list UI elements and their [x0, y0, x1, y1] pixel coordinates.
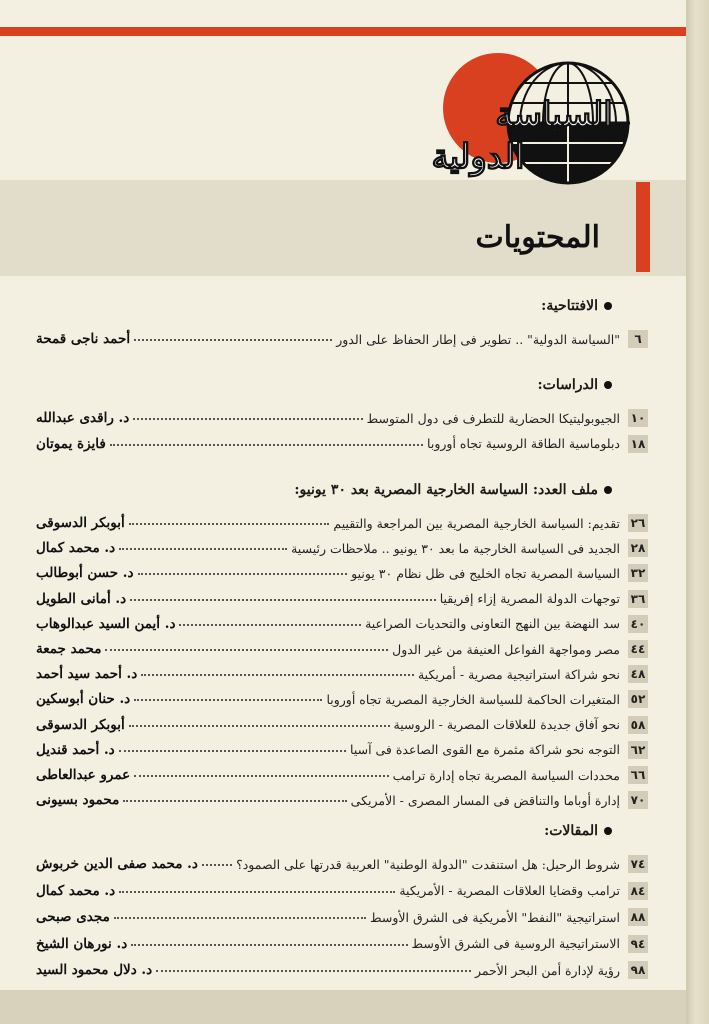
entry-author: د. حنان أبوسكين: [36, 691, 131, 708]
entry-author: أبوبكر الدسوقى: [36, 716, 125, 733]
page-number: ٤٨: [628, 665, 648, 683]
section-heading: [544, 823, 612, 839]
entry-author: د. راقدى عبدالله: [36, 410, 130, 426]
entry-title: الجديد فى السياسة الخارجية ما بعد ٣٠ يونيو .. ملاحظات رئيسية: [291, 540, 620, 556]
top-red-rule: [0, 27, 686, 36]
toc-entry[interactable]: [36, 689, 648, 709]
page-number: ٢٦: [628, 514, 648, 532]
section-heading: [541, 298, 612, 314]
page-number: ٩٨: [628, 961, 648, 979]
dot-leader: [134, 691, 322, 701]
page-title: المحتويات: [475, 220, 600, 255]
section-heading-text: ملف العدد: السياسة الخارجية المصرية بعد ٣٠ يونيو:: [294, 482, 598, 498]
toc-entry[interactable]: [36, 881, 648, 901]
dot-leader: [129, 515, 330, 525]
page-number: ٣٢: [628, 564, 648, 582]
entry-title: دبلوماسية الطاقة الروسية تجاه أوروبا: [427, 436, 620, 451]
dot-leader: [119, 742, 346, 752]
entry-author: د. أيمن السيد عبدالوهاب: [36, 615, 176, 632]
entry-title: إدارة أوباما والتناقض فى المسار المصرى - الأمريكى: [350, 792, 620, 808]
toc-entry[interactable]: [36, 715, 648, 735]
dot-leader: [105, 641, 388, 651]
section-heading: [538, 377, 613, 393]
page-number: ٩٤: [628, 935, 648, 953]
entry-title: نحو آفاق جديدة للعلاقات المصرية - الروسية: [393, 717, 620, 733]
entry-title: محددات السياسة المصرية تجاه إدارة ترامب: [392, 767, 620, 783]
page-number: ٧٤: [628, 855, 648, 873]
bullet-icon: [604, 486, 612, 494]
section-heading: [294, 482, 612, 498]
bullet-icon: [604, 302, 612, 310]
entry-title: المتغيرات الحاكمة للسياسة الخارجية المصرية تجاه أوروبا: [326, 691, 620, 707]
entry-title: شروط الرحيل: هل استنفدت "الدولة الوطنية" العربية قدرتها على الصمود؟: [236, 856, 620, 872]
entry-title: تقديم: السياسة الخارجية المصرية بين المراجعة والتقييم: [333, 515, 620, 531]
bottom-band: [0, 990, 686, 1024]
toc-entry[interactable]: [36, 960, 648, 980]
page-number: ٦٦: [628, 766, 648, 784]
entry-author: عمرو عبدالعاطى: [36, 767, 131, 783]
dot-leader: [130, 591, 436, 601]
entry-author: محمد جمعة: [36, 641, 102, 657]
dot-leader: [202, 856, 232, 866]
page-number: ٥٨: [628, 716, 648, 734]
page-number: ٤٤: [628, 640, 648, 658]
entry-title: السياسة المصرية تجاه الخليج فى ظل نظام ٣٠ يونيو: [351, 565, 620, 581]
dot-leader: [156, 962, 471, 972]
page-number: ٧٠: [628, 791, 648, 809]
dot-leader: [134, 767, 388, 777]
entry-title: الجيوبوليتيكا الحضارية للتطرف فى دول المتوسط: [366, 410, 620, 426]
bullet-icon: [604, 827, 612, 835]
entry-title: الاستراتيجية الروسية فى الشرق الأوسط: [411, 936, 620, 951]
dot-leader: [114, 909, 366, 919]
entry-title: نحو شراكة استراتيجية مصرية - أمريكية: [417, 666, 620, 682]
dot-leader: [138, 565, 348, 575]
page-number: ٣٦: [628, 590, 648, 608]
entry-author: محمود بسيونى: [36, 792, 120, 809]
globe-logo-icon: [378, 48, 634, 198]
dot-leader: [119, 883, 395, 893]
entry-author: أحمد ناجى قمحة: [36, 331, 131, 347]
entry-author: مجدى صبحى: [36, 909, 110, 925]
dot-leader: [133, 410, 362, 420]
dot-leader: [123, 792, 346, 802]
entry-author: د. محمد صفى الدين خربوش: [36, 856, 198, 872]
entry-title: توجهات الدولة المصرية إزاء إفريقيا: [439, 591, 620, 607]
entry-author: د. أمانى الطويل: [36, 590, 127, 607]
dot-leader: [134, 331, 332, 341]
toc-entry[interactable]: [36, 664, 648, 684]
toc-entry[interactable]: [36, 854, 648, 874]
toc-entry[interactable]: [36, 563, 648, 583]
entry-title: رؤية لإدارة أمن البحر الأحمر: [474, 962, 620, 978]
entry-title: "السياسة الدولية" .. تطوير فى إطار الحفاظ على الدور: [336, 331, 620, 347]
dot-leader: [110, 436, 423, 446]
toc-entry[interactable]: [36, 434, 648, 454]
entry-title: استراتيجية "النفط" الأمريكية فى الشرق الأوسط: [370, 909, 620, 925]
toc-entry[interactable]: [36, 907, 648, 927]
toc-entry[interactable]: [36, 639, 648, 659]
page-number: ١٨: [628, 435, 648, 453]
toc-entry[interactable]: [36, 513, 648, 533]
entry-author: د. محمد كمال: [36, 882, 116, 899]
page-edge: [686, 0, 709, 1024]
toc-entry[interactable]: [36, 614, 648, 634]
entry-author: د. أحمد قنديل: [36, 741, 115, 758]
dot-leader: [129, 717, 390, 727]
entry-title: التوجه نحو شراكة مثمرة مع القوى الصاعدة فى آسيا: [350, 742, 620, 758]
entry-author: د. محمد كمال: [36, 540, 116, 557]
section-heading-text: المقالات:: [544, 823, 598, 839]
page-number: ٤٠: [628, 615, 648, 633]
page-number: ٦: [628, 330, 648, 348]
entry-author: د. دلال محمود السيد: [36, 962, 153, 978]
dot-leader: [131, 936, 407, 946]
entry-author: د. حسن أبوطالب: [36, 565, 134, 582]
toc-entry[interactable]: [36, 329, 648, 349]
entry-author: أبوبكر الدسوقى: [36, 515, 125, 531]
page-number: ٦٢: [628, 741, 648, 759]
toc-entry[interactable]: [36, 538, 648, 558]
dot-leader: [179, 616, 361, 626]
entry-title: مصر ومواجهة الفواعل العنيفة من غير الدول: [392, 641, 620, 657]
toc-entry[interactable]: [36, 934, 648, 954]
page-number: ٥٢: [628, 690, 648, 708]
entry-title: سد النهضة بين النهج التعاونى والتحديات الصراعية: [365, 616, 620, 632]
section-heading-text: الدراسات:: [537, 377, 598, 393]
toc-entry[interactable]: [36, 408, 648, 428]
toc-entry[interactable]: [36, 589, 648, 609]
entry-author: فايزة يموتان: [36, 435, 106, 452]
magazine-logo: [378, 48, 634, 198]
entry-title: ترامب وقضايا العلاقات المصرية - الأمريكية: [399, 883, 620, 898]
page-number: ٢٨: [628, 539, 648, 557]
dot-leader: [119, 540, 287, 550]
dot-leader: [141, 666, 414, 676]
bullet-icon: [604, 381, 612, 389]
toc-entry[interactable]: [36, 790, 648, 810]
title-red-accent: [636, 182, 650, 272]
entry-author: د. أحمد سيد أحمد: [36, 666, 138, 683]
page-number: ٨٨: [628, 908, 648, 926]
toc-entry[interactable]: [36, 740, 648, 760]
logo-line2: الدولية: [431, 137, 525, 177]
logo-line1: السياسة: [495, 95, 613, 135]
toc-entry[interactable]: [36, 765, 648, 785]
page-number: ١٠: [628, 409, 648, 427]
entry-author: د. نورهان الشيخ: [36, 935, 128, 952]
page-number: ٨٤: [628, 882, 648, 900]
section-heading-text: الافتتاحية:: [541, 298, 598, 314]
